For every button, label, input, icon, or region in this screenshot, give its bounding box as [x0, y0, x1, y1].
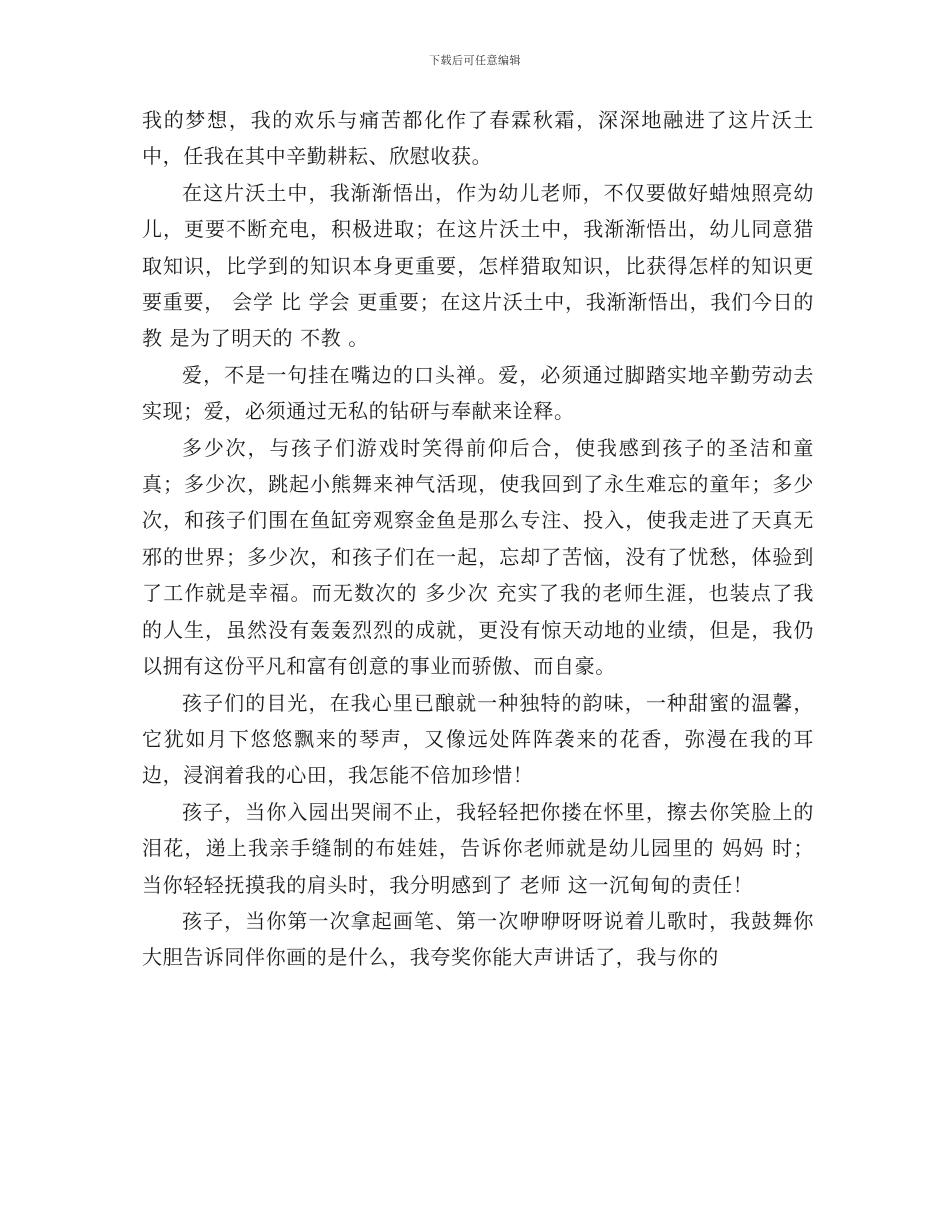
paragraph: 孩子们的目光，在我心里已酿就一种独特的韵味，一种甜蜜的温馨，它犹如月下悠悠飘来的琴声，又像远处阵阵袭来的花香，弥漫在我的耳边，浸润着我的心田，我怎能不倍加珍惜！ [142, 690, 814, 788]
paragraph: 孩子，当你入园出哭闹不止，我轻轻把你搂在怀里，擦去你笑脸上的泪花，递上我亲手缝制的布娃娃，告诉你老师就是幼儿园里的 妈妈 时；当你轻轻抚摸我的肩头时，我分明感到了 老师 这一沉甸甸的责任！ [142, 799, 814, 897]
paragraph: 孩子，当你第一次拿起画笔、第一次咿咿呀呀说着儿歌时，我鼓舞你大胆告诉同伴你画的是什么，我夸奖你能大声讲话了，我与你的 [142, 908, 814, 970]
paragraph: 在这片沃土中，我渐渐悟出，作为幼儿老师，不仅要做好蜡烛照亮幼儿，更要不断充电，积极进取；在这片沃土中，我渐渐悟出，幼儿同意猎取知识，比学到的知识本身更重要，怎样猎取知识，比获得怎样的知识更要重要， 会学 比 学会 更重要；在这片沃土中，我渐渐悟出，我们今日的 教 是为了明天的 不教 。 [142, 180, 814, 351]
page-header: 下载后可任意编辑 [429, 54, 521, 67]
paragraph: 我的梦想，我的欢乐与痛苦都化作了春霖秋霜，深深地融进了这片沃土中，任我在其中辛勤耕耘、欣慰收获。 [142, 108, 814, 169]
paragraph: 爱，不是一句挂在嘴边的口头禅。爱，必须通过脚踏实地辛勤劳动去实现；爱，必须通过无私的钻研与奉献来诠释。 [142, 362, 814, 424]
document-body [142, 102, 814, 976]
paragraph: 多少次，与孩子们游戏时笑得前仰后合，使我感到孩子的圣洁和童真；多少次，跳起小熊舞来神气活现，使我回到了永生难忘的童年；多少次，和孩子们围在鱼缸旁观察金鱼是那么专注、投入，使我走进了天真无邪的世界；多少次，和孩子们在一起，忘却了苦恼，没有了忧愁，体验到了工作就是幸福。而无数次的 多少次 充实了我的老师生涯，也装点了我的人生，虽然没有轰轰烈烈的成就，更没有惊天动地的业绩，但是，我仍以拥有这份平凡和富有创意的事业而骄傲、而自豪。 [142, 435, 814, 679]
